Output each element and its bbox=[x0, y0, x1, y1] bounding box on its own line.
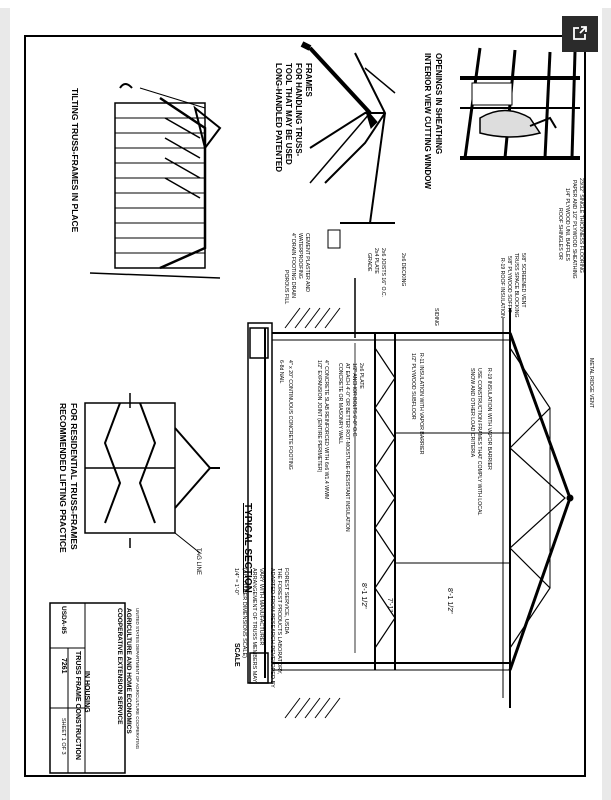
agency-line-1: COOPERATIVE EXTENSION SERVICE bbox=[116, 608, 123, 725]
handling-tool-vignette bbox=[302, 44, 395, 223]
lifting-practice-vignette bbox=[85, 393, 220, 553]
cooperating-line: UNITED STATES DEPARTMENT OF AGRICULTURE COOPERATING bbox=[135, 608, 140, 750]
dimension-2: 7'-1" bbox=[386, 598, 393, 612]
callout-right-15: 1/2" PLYWOOD SUBFLOOR bbox=[410, 353, 416, 420]
svg-text:TAG LINE: TAG LINE bbox=[195, 548, 201, 575]
tool-title-line-1: LONG-HANDLED PATENTED bbox=[274, 63, 283, 173]
usda-number: USDA-85 bbox=[60, 606, 67, 634]
callout-right-14: R-11 INSULATION WITH VAPOR BARRIER bbox=[418, 353, 424, 455]
tag-line-label bbox=[195, 548, 201, 575]
left-callouts bbox=[278, 233, 386, 532]
dimension-1: 8'-1 1/2" bbox=[360, 583, 367, 609]
callout-left-9: 1/2" EXPANSION JOINT (ENTIRE PERIMETER) bbox=[316, 360, 322, 473]
interior-view-vignette bbox=[460, 48, 580, 158]
callout-right-6: 5/8" SCREENED VENT bbox=[520, 253, 526, 308]
callout-right-9: R-19 ROOF INSULATION bbox=[499, 258, 505, 318]
tilting-truss-vignette bbox=[90, 84, 220, 278]
callout-left-10: 2x6 PLATE bbox=[358, 363, 364, 389]
sheet-border bbox=[25, 36, 585, 776]
lifting-title-line-1: RECOMMENDED LIFTING PRACTICE bbox=[58, 403, 68, 553]
tilting-title bbox=[70, 88, 80, 233]
drawing-number: 7261 bbox=[60, 658, 67, 674]
callout-left-1: 2x6 JOISTS 16" O.C. bbox=[380, 248, 386, 298]
title-block bbox=[50, 603, 140, 773]
callout-left-12: AT EACH 4'-0" OR BETTER ROT-MOISTURE-RESISTANT INSULATION bbox=[344, 363, 350, 532]
callout-left-4: CEMENT PLASTER AND bbox=[304, 233, 310, 292]
callout-left-3: GRADE bbox=[366, 253, 372, 272]
expand-icon bbox=[573, 26, 587, 43]
document-page bbox=[10, 8, 602, 800]
truss-frame-drawing-sheet bbox=[10, 8, 602, 800]
callout-left-6: 4" DRAIN FOOTING DRAIN bbox=[290, 233, 296, 298]
scale-heading: SCALE bbox=[233, 643, 240, 667]
tilting-title-text: TILTING TRUSS-FRAMES IN PLACE bbox=[70, 88, 80, 233]
title-line-2: IN HOUSING bbox=[83, 671, 90, 713]
interior-view-title-line-2: OPENINGS IN SHEATHING bbox=[434, 53, 443, 155]
scale-line-1: 1/4" = 1'-0" bbox=[233, 568, 239, 595]
callout-right-12: SNOW AND OTHER LOAD CRITERIA bbox=[469, 368, 475, 458]
callout-right-5: METAL RIDGE VENT bbox=[588, 358, 594, 408]
callout-right-11: USE CONSTRUCTION FRAMES THAT COMPLY WITH LOCAL bbox=[476, 368, 482, 516]
tool-title-line-2: TOOL THAT MAY BE USED bbox=[284, 63, 293, 165]
callout-left-2: 2x4 PLATE bbox=[373, 248, 379, 274]
section-title-text: TYPICAL SECTION bbox=[242, 503, 253, 593]
callout-left-13: CONCRETE OR MASONRY WALL bbox=[337, 363, 343, 445]
tool-title bbox=[274, 63, 313, 172]
callout-left-7: POROUS FILL bbox=[283, 270, 289, 305]
right-callouts bbox=[400, 178, 594, 515]
interior-view-title-line-1: INTERIOR VIEW CUTTING WINDOW bbox=[423, 53, 432, 189]
callout-left-8: 4" CONCRETE SLAB REINFORCED WITH 6x6 W1.4 WWM bbox=[323, 360, 329, 500]
credit-line-3: FOREST SERVICE, USDA bbox=[283, 568, 289, 635]
callout-right-1: 23/32" SINGLE THICKNESS FLOORING bbox=[578, 178, 584, 273]
lifting-title bbox=[58, 403, 79, 553]
callout-right-8: 5/8" PLYWOOD SOFFIT bbox=[506, 256, 512, 313]
callout-left-14: 4" x 20" CONTINUOUS CONCRETE FOOTING bbox=[287, 360, 293, 470]
expand-button[interactable] bbox=[562, 16, 598, 52]
tool-title-line-3: FOR HANDLING TRUSS- bbox=[294, 63, 303, 157]
callout-right-3: 1/4" PLYWOOD UNI. BAFFLES bbox=[564, 188, 570, 261]
callout-left-15: 6-8d NAIL bbox=[278, 360, 284, 384]
scale-note bbox=[233, 568, 289, 688]
credit-line-2: THE FOREST PRODUCTS LABORATORY, bbox=[276, 568, 282, 675]
dimension-labels bbox=[360, 583, 453, 614]
callout-right-16: 2x6 DECKING bbox=[400, 253, 406, 287]
credit-line-1: ADAPTED FROM RESEARCH DEVELOPED BY bbox=[269, 568, 275, 688]
callout-right-4: ROOF SHINGLES OR bbox=[557, 208, 563, 260]
callout-right-7: TRUSS SPACE BLOCKING bbox=[513, 253, 519, 318]
callout-left-11: 1/2" ANCHOR BOLTS 6'-0" O.C. bbox=[351, 363, 357, 438]
callout-right-2: PAPER AND 1/2" PLYWOOD SHEATHING bbox=[571, 180, 577, 279]
title-line-1: TRUSS FRAME CONSTRUCTION bbox=[74, 651, 81, 760]
dimension-3: 8'-1 1/2" bbox=[446, 588, 453, 614]
note-line-1: ARRANGEMENT OF TRUSS MEMBERS MAY bbox=[251, 568, 257, 683]
scale-line-2: (ALL OTHER DIMENSIONS SCALE) bbox=[241, 568, 247, 658]
callout-left-5: WATERPROOFING bbox=[297, 233, 303, 279]
interior-view-title bbox=[423, 53, 443, 189]
tool-title-line-4: FRAMES bbox=[304, 63, 313, 97]
callout-right-13: SIDING bbox=[433, 308, 439, 326]
callout-right-10: R-19 INSULATION WITH VAPOR BARRIER bbox=[486, 368, 492, 470]
viewer-top-bar bbox=[0, 0, 611, 8]
note-line-2: VARY WITH MANUFACTURER bbox=[258, 568, 264, 646]
lifting-title-line-2: FOR RESIDENTIAL TRUSS-FRAMES bbox=[69, 403, 79, 550]
agency-line-2: AGRICULTURE AND HOME ECONOMICS bbox=[125, 608, 132, 734]
sheet-number: SHEET 1 OF 3 bbox=[60, 718, 66, 755]
